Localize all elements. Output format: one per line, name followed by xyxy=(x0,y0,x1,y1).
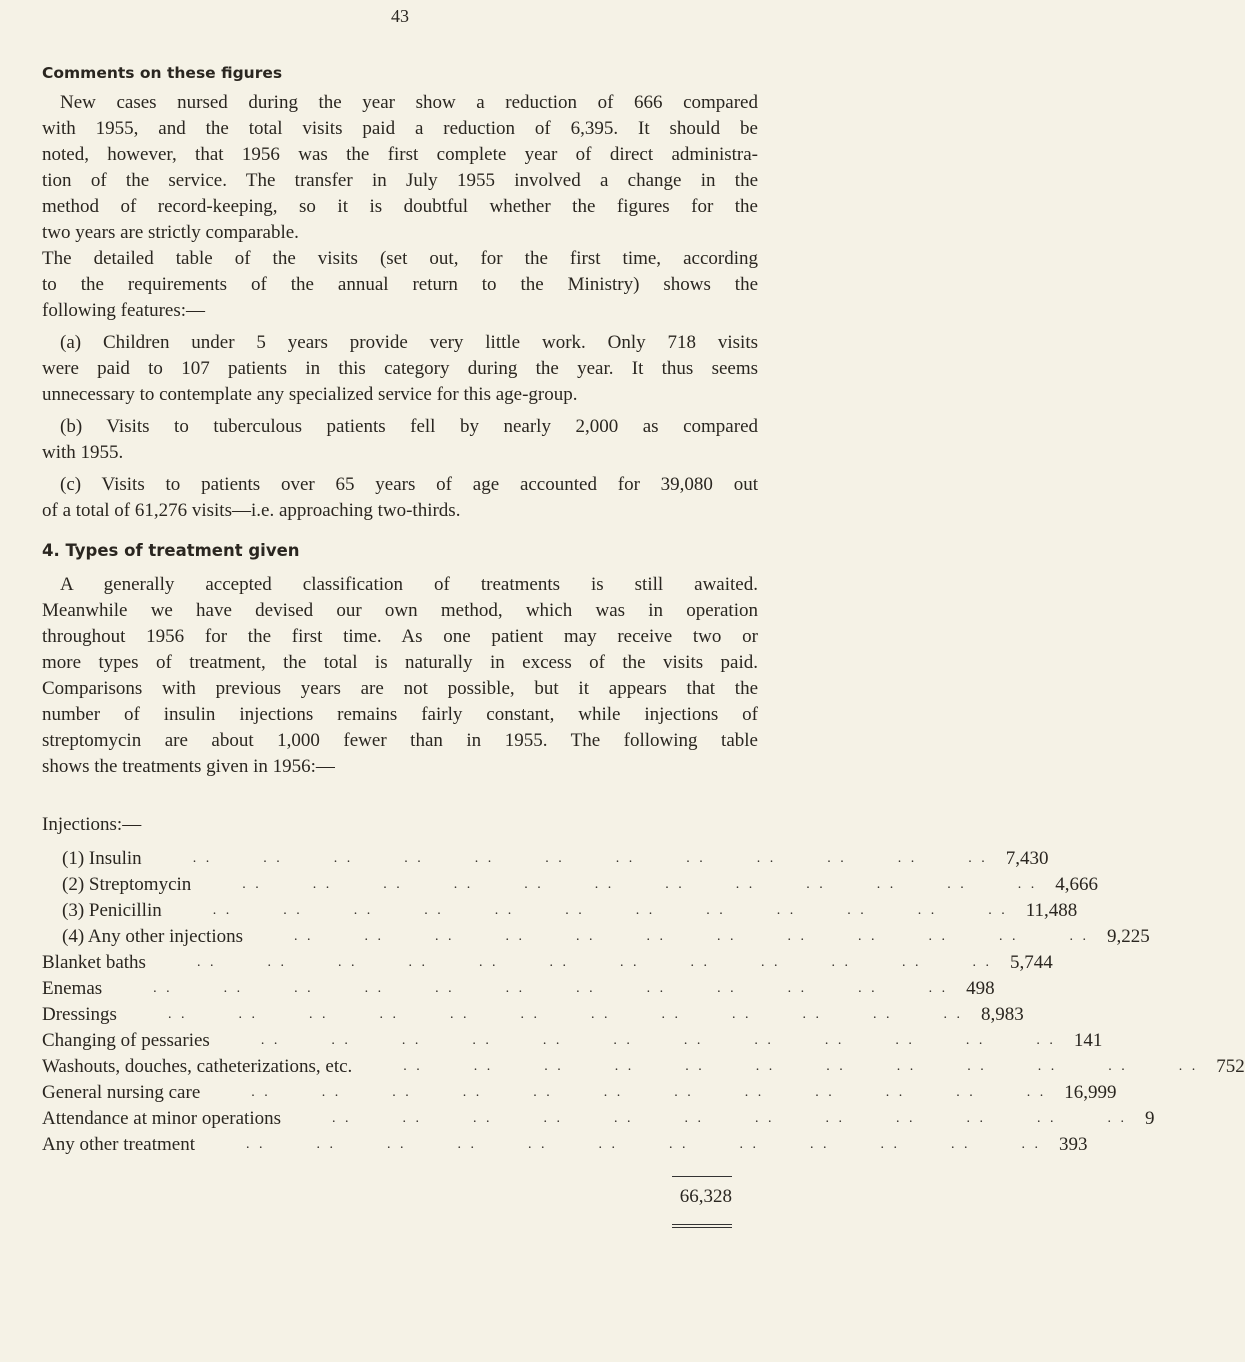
table-row xyxy=(42,1080,1117,1106)
dot-leader: . . . . . . . . . . . . . . . . . . . . . . . . xyxy=(145,955,992,970)
treatment-label: Attendance at minor operations xyxy=(42,1108,282,1129)
treatment-label: (1) Insulin xyxy=(62,848,142,869)
table-row xyxy=(62,846,1049,872)
treatment-count: 752 xyxy=(1216,1056,1245,1077)
treatment-count: 7,430 xyxy=(1005,848,1049,869)
treatment-label: (2) Streptomycin xyxy=(62,874,192,895)
treatment-count: 4,666 xyxy=(1055,874,1099,895)
treatment-line: Meanwhile we have devised our own method, which was in operation xyxy=(42,600,758,621)
page-number: 43 xyxy=(391,6,409,26)
double-rule xyxy=(672,1227,732,1228)
table-row xyxy=(42,1054,1245,1080)
table-row xyxy=(62,898,1078,924)
comments-line: with 1955. xyxy=(42,442,124,463)
double-rule xyxy=(672,1224,732,1225)
comments-line: (b) Visits to tuberculous patients fell by nearly 2,000 as compared xyxy=(60,416,758,437)
comments-line: (a) Children under 5 years provide very little work. Only 718 visits xyxy=(60,332,758,353)
treatment-label: (4) Any other injections xyxy=(62,926,243,947)
treatment-line: shows the treatments given in 1956:— xyxy=(42,756,335,777)
total-row xyxy=(42,1184,732,1210)
table-row xyxy=(42,976,995,1002)
treatment-line: more types of treatment, the total is naturally in excess of the visits paid. xyxy=(42,652,758,673)
treatment-line: number of insulin injections remains fairly constant, while injections of xyxy=(42,704,758,725)
dot-leader: . . . . . . . . . . . . . . . . . . . . . . . . xyxy=(195,1137,1042,1152)
table-row xyxy=(42,1132,1088,1158)
total-value: 66,328 xyxy=(679,1186,732,1207)
dot-leader: . . . . . . . . . . . . . . . . . . . . . . . . xyxy=(352,1059,1199,1074)
treatment-count: 9,225 xyxy=(1107,926,1150,947)
treatment-label: Blanket baths xyxy=(42,952,146,973)
table-row xyxy=(42,1106,1155,1132)
comments-line: with 1955, and the total visits paid a reduction of 6,395. It should be xyxy=(42,118,758,139)
dot-leader: . . . . . . . . . . . . . . . . . . . . . . . . xyxy=(200,1085,1047,1100)
dot-leader: . . . . . . . . . . . . . . . . . . . . . . . . xyxy=(209,1033,1056,1048)
table-row xyxy=(62,872,1099,898)
section-heading: 4. Types of treatment given xyxy=(42,541,300,560)
dot-leader: . . . . . . . . . . . . . . . . . . . . . . . . xyxy=(102,981,949,996)
comments-line: following features:— xyxy=(42,300,206,321)
treatment-count: 5,744 xyxy=(1009,952,1053,973)
dot-leader: . . . . . . . . . . . . . . . . . . . . . . . . xyxy=(243,929,1089,944)
treatment-count: 393 xyxy=(1059,1134,1088,1155)
comments-line: to the requirements of the annual return to the Ministry) shows the xyxy=(42,274,758,295)
comments-line: New cases nursed during the year show a reduction of 666 compared xyxy=(60,92,758,113)
comments-line: (c) Visits to patients over 65 years of age accounted for 39,080 out xyxy=(60,474,758,495)
treatment-line: Comparisons with previous years are not possible, but it appears that the xyxy=(42,678,758,699)
dot-leader: . . . . . . . . . . . . . . . . . . . . . . . . xyxy=(161,903,1008,918)
treatment-label: Any other treatment xyxy=(42,1134,196,1155)
treatment-count: 498 xyxy=(966,978,995,999)
comments-line: noted, however, that 1956 was the first complete year of direct administra- xyxy=(42,144,758,165)
treatment-line: streptomycin are about 1,000 fewer than in 1955. The following table xyxy=(42,730,758,751)
total-rule xyxy=(672,1176,732,1177)
dot-leader: . . . . . . . . . . . . . . . . . . . . . . . . xyxy=(141,851,988,866)
dot-leader: . . . . . . . . . . . . . . . . . . . . . . . . xyxy=(191,877,1038,892)
comments-line: two years are strictly comparable. xyxy=(42,222,299,243)
treatment-count: 141 xyxy=(1073,1030,1103,1051)
table-row xyxy=(62,924,1150,950)
treatment-label: General nursing care xyxy=(42,1082,201,1103)
treatment-line: A generally accepted classification of treatments is still awaited. xyxy=(60,574,758,595)
treatment-count: 9 xyxy=(1145,1108,1155,1129)
treatment-count: 16,999 xyxy=(1064,1082,1117,1103)
dot-leader: . . . . . . . . . . . . . . . . . . . . . . . . xyxy=(281,1111,1128,1126)
table-row xyxy=(42,1028,1103,1054)
treatment-label: Washouts, douches, catheterizations, etc. xyxy=(42,1056,353,1077)
treatment-count: 8,983 xyxy=(980,1004,1024,1025)
comments-line: were paid to 107 patients in this category during the year. It thus seems xyxy=(42,358,758,379)
treatment-label: (3) Penicillin xyxy=(62,900,162,921)
comments-line: method of record-keeping, so it is doubtful whether the figures for the xyxy=(42,196,758,217)
treatment-label: Dressings xyxy=(42,1004,117,1025)
treatment-count: 11,488 xyxy=(1025,900,1078,921)
comments-line: tion of the service. The transfer in July 1955 involved a change in the xyxy=(42,170,758,191)
table-row xyxy=(42,1002,1024,1028)
comments-line: unnecessary to contemplate any specialized service for this age-group. xyxy=(42,384,578,405)
dot-leader: . . . . . . . . . . . . . . . . . . . . . . . . xyxy=(116,1007,963,1022)
treatment-line: throughout 1956 for the first time. As one patient may receive two or xyxy=(42,626,758,647)
comments-line: of a total of 61,276 visits—i.e. approaching two-thirds. xyxy=(42,500,461,521)
treatment-label: Changing of pessaries xyxy=(42,1030,210,1051)
comments-heading: Comments on these figures xyxy=(42,64,283,82)
comments-line: The detailed table of the visits (set out, for the first time, according xyxy=(42,248,758,269)
treatment-label: Enemas xyxy=(42,978,103,999)
table-row xyxy=(42,950,1053,976)
injections-label: Injections:— xyxy=(42,814,142,835)
